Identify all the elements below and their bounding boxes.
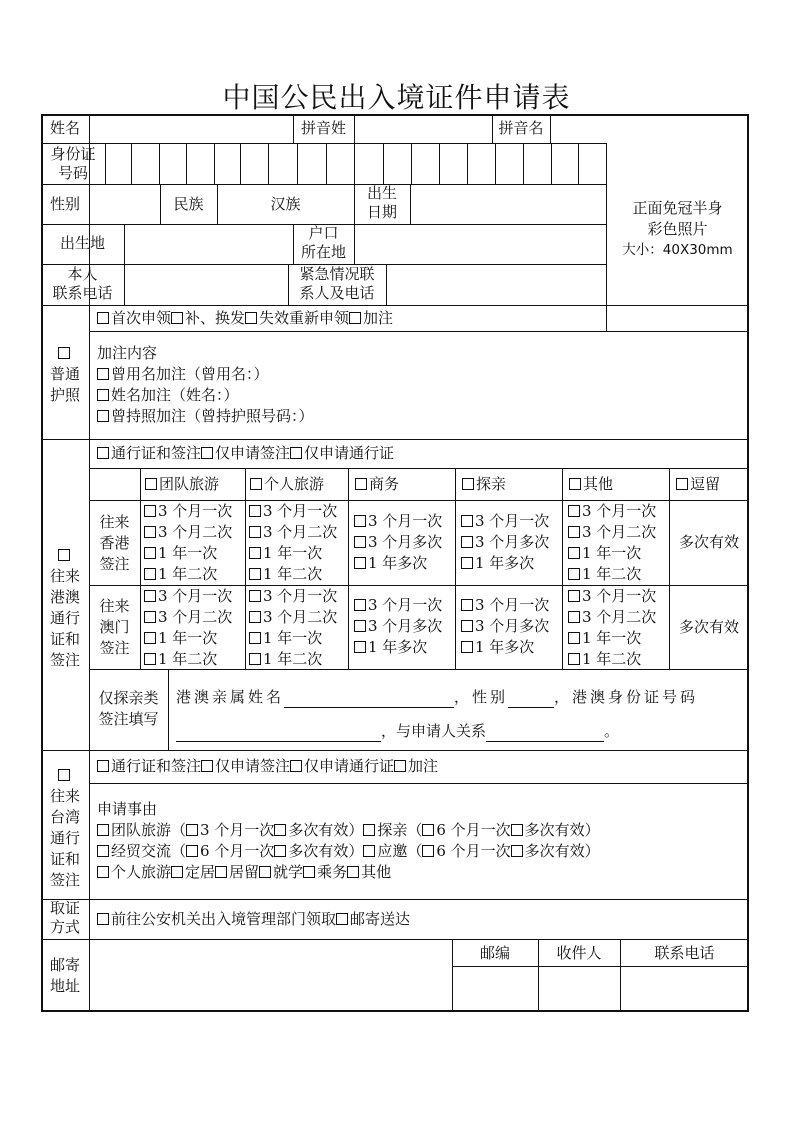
recipient-label: 收件人	[556, 944, 602, 962]
mail-address-field[interactable]	[90, 940, 451, 1011]
mo-other-options: 3 个月一次 3 个月二次 1 年一次 1 年二次	[568, 586, 656, 670]
checkbox[interactable]	[568, 611, 580, 623]
postcode-field[interactable]	[453, 967, 537, 1011]
checkbox[interactable]	[186, 824, 198, 836]
first-apply-checkbox[interactable]	[97, 312, 109, 324]
type-stay[interactable]	[676, 474, 720, 495]
hk-family-options: 3 个月一次 3 个月多次 1 年多次	[461, 511, 549, 574]
checkbox[interactable]	[145, 478, 157, 490]
type-other[interactable]	[569, 474, 613, 495]
checkbox[interactable]	[461, 515, 473, 527]
checkbox[interactable]	[250, 478, 262, 490]
checkbox[interactable]	[568, 590, 580, 602]
checkbox[interactable]	[144, 547, 156, 559]
form-title: 中国公民出入境证件申请表	[222, 81, 571, 114]
pinyin-surname-label: 拼音姓	[300, 119, 346, 137]
checkbox[interactable]	[568, 568, 580, 580]
type-label: 个人旅游	[264, 475, 325, 493]
checkbox[interactable]	[303, 866, 315, 878]
checkbox[interactable]	[461, 620, 473, 632]
passport-options	[97, 308, 393, 329]
relationship-label: ，与申请人关系	[381, 722, 487, 740]
checkbox[interactable]	[568, 653, 580, 665]
contact-phone-label: 联系电话	[654, 944, 715, 962]
type-label: 商务	[369, 475, 400, 493]
relative-id-field[interactable]	[176, 726, 381, 742]
visa-only-checkbox[interactable]	[201, 447, 213, 459]
checkbox[interactable]	[354, 599, 366, 611]
relative-name-field[interactable]	[284, 692, 454, 708]
relationship-field[interactable]	[486, 726, 604, 742]
checkbox[interactable]	[144, 526, 156, 538]
reapply-invalid-checkbox[interactable]	[245, 312, 257, 324]
taiwan-reasons	[97, 799, 600, 883]
hk-stay-multi: 多次有效	[678, 533, 739, 551]
tw-endorse-checkbox[interactable]	[394, 760, 406, 772]
checkbox[interactable]	[249, 505, 261, 517]
name-label: 姓名	[49, 119, 80, 137]
id-number-field[interactable]	[106, 144, 605, 183]
mail-address-label: 邮寄 地址	[49, 956, 80, 995]
emergency-contact-label: 紧急情况联 系人及电话	[299, 265, 375, 302]
reason-line-1: 团队旅游（ 3 个月一次 多次有效） 探亲（ 6 个月一次 多次有效）	[97, 820, 600, 841]
endorse-label: 加注	[363, 309, 394, 327]
permit-only-label: 仅申请通行证	[304, 444, 395, 462]
period: 。	[604, 722, 620, 740]
checkbox[interactable]	[461, 557, 473, 569]
contact-phone-field[interactable]	[621, 967, 747, 1011]
birth-date-label: 出生 日期	[366, 184, 397, 221]
permit-and-visa-label: 通行证和签注	[111, 444, 202, 462]
family-visit-label: 仅探亲类 签注填写	[98, 689, 159, 728]
visa-only-label: 仅申请签注	[215, 444, 291, 462]
photo-line2: 彩色照片	[647, 220, 708, 238]
postcode-label: 邮编	[479, 944, 510, 962]
type-group-tour[interactable]	[145, 474, 219, 495]
checkbox[interactable]	[249, 590, 261, 602]
checkbox[interactable]	[186, 845, 198, 857]
hkmo-section-checkbox[interactable]	[58, 549, 70, 561]
hk-individual-tour-options: 3 个月一次 3 个月二次 1 年一次 1 年二次	[249, 501, 337, 585]
relative-info-line1	[176, 687, 698, 708]
photo-line1: 正面免冠半身	[632, 199, 723, 217]
tw-visa-only-checkbox[interactable]	[201, 760, 213, 772]
renew-checkbox[interactable]	[171, 312, 183, 324]
passport-section-label[interactable]: 普通 护照	[41, 343, 89, 406]
phone-field[interactable]	[125, 265, 287, 304]
pinyin-given-field[interactable]	[551, 115, 747, 142]
checkbox[interactable]	[274, 845, 286, 857]
birth-date-field[interactable]	[411, 185, 605, 223]
checkbox[interactable]	[97, 866, 109, 878]
mo-individual-tour-options: 3 个月一次 3 个月二次 1 年一次 1 年二次	[249, 586, 337, 670]
hk-visa-label: 往来 香港 签注	[99, 513, 130, 573]
checkbox[interactable]	[274, 824, 286, 836]
checkbox[interactable]	[97, 845, 109, 857]
type-label: 团队旅游	[159, 475, 220, 493]
checkbox[interactable]	[347, 866, 359, 878]
checkbox[interactable]	[461, 641, 473, 653]
tw-permit-only-checkbox[interactable]	[290, 760, 302, 772]
checkbox[interactable]	[144, 653, 156, 665]
checkbox[interactable]	[354, 515, 366, 527]
name-field[interactable]	[90, 115, 292, 142]
type-family-visit[interactable]	[462, 474, 506, 495]
checkbox[interactable]	[462, 478, 474, 490]
pinyin-given-label: 拼音名	[498, 119, 544, 137]
first-apply-label: 首次申领	[111, 309, 172, 327]
photo-size: 大小：40X30mm	[622, 242, 733, 258]
recipient-field[interactable]	[539, 967, 619, 1011]
checkbox[interactable]	[249, 526, 261, 538]
checkbox[interactable]	[144, 568, 156, 580]
phone-label: 本人 联系电话	[52, 265, 113, 302]
relative-name-label: 港澳亲属姓名	[176, 688, 285, 706]
checkbox[interactable]	[144, 505, 156, 517]
pickup-label: 取证 方式	[49, 899, 80, 936]
pickup-in-person-checkbox[interactable]	[97, 913, 109, 925]
hkmo-section-label[interactable]: 往来 港澳 通行 证和 签注	[41, 545, 89, 671]
mo-stay-multi: 多次有效	[678, 618, 739, 636]
checkbox[interactable]	[511, 824, 523, 836]
hk-business-options: 3 个月一次 3 个月多次 1 年多次	[354, 511, 442, 574]
checkbox[interactable]	[363, 845, 375, 857]
checkbox[interactable]	[422, 845, 434, 857]
relative-gender-field[interactable]	[508, 692, 554, 708]
checkbox[interactable]	[97, 824, 109, 836]
checkbox[interactable]	[676, 478, 688, 490]
type-individual-tour[interactable]	[250, 474, 324, 495]
emergency-contact-field[interactable]	[387, 265, 605, 304]
checkbox[interactable]	[144, 632, 156, 644]
checkbox[interactable]	[259, 866, 271, 878]
renew-label: 补、换发	[185, 309, 246, 327]
mo-family-options: 3 个月一次 3 个月多次 1 年多次	[461, 595, 549, 658]
checkbox[interactable]	[354, 620, 366, 632]
pickup-in-person-label: 前往公安机关出入境管理部门领取	[111, 910, 337, 928]
passport-section-checkbox[interactable]	[58, 347, 70, 359]
checkbox[interactable]	[249, 547, 261, 559]
type-label: 探亲	[476, 475, 507, 493]
hkmo-options	[97, 443, 394, 464]
checkbox[interactable]	[569, 478, 581, 490]
checkbox[interactable]	[568, 632, 580, 644]
checkbox[interactable]	[249, 632, 261, 644]
mo-visa-label: 往来 澳门 签注	[99, 597, 130, 657]
checkbox[interactable]	[355, 478, 367, 490]
permit-only-checkbox[interactable]	[290, 447, 302, 459]
hukou-label: 户口 所在地	[300, 224, 346, 261]
checkbox[interactable]	[249, 611, 261, 623]
name-note-checkbox[interactable]	[97, 389, 109, 401]
checkbox[interactable]	[568, 526, 580, 538]
passport-notes	[97, 343, 314, 427]
endorse-checkbox[interactable]	[349, 312, 361, 324]
checkbox[interactable]	[249, 653, 261, 665]
checkbox[interactable]	[249, 568, 261, 580]
reason-title: 申请事由	[97, 800, 158, 818]
type-label: 逗留	[690, 475, 721, 493]
type-business[interactable]	[355, 474, 399, 495]
taiwan-options: 通行证和签注 仅申请签注 仅申请通行证 加注	[97, 756, 438, 777]
checkbox[interactable]	[511, 845, 523, 857]
prior-passport-label: 曾持照加注（曾持护照号码：）	[111, 407, 314, 425]
name-note-label: 姓名加注（姓名：）	[111, 386, 239, 404]
pinyin-surname-field[interactable]	[355, 115, 491, 142]
former-name-label: 曾用名加注（曾用名：）	[111, 365, 269, 383]
mo-group-tour-options: 3 个月一次 3 个月二次 1 年一次 1 年二次	[144, 586, 232, 670]
type-label: 其他	[583, 475, 614, 493]
relative-gender-label: ，性别	[454, 688, 509, 706]
permit-and-visa-checkbox[interactable]	[97, 447, 109, 459]
checkbox[interactable]	[144, 590, 156, 602]
note-title: 加注内容	[97, 344, 158, 362]
id-number-label: 身份证 号码	[50, 145, 96, 182]
photo-placeholder[interactable]	[606, 198, 749, 261]
gender-field[interactable]	[90, 185, 159, 223]
birthplace-field[interactable]	[125, 225, 292, 263]
checkbox[interactable]	[215, 866, 227, 878]
hk-group-tour-options: 3 个月一次 3 个月二次 1 年一次 1 年二次	[144, 501, 232, 585]
pickup-mail-checkbox[interactable]	[336, 913, 348, 925]
mo-business-options: 3 个月一次 3 个月多次 1 年多次	[354, 595, 442, 658]
checkbox[interactable]	[568, 505, 580, 517]
birthplace-label: 出生地	[59, 234, 105, 252]
gender-label: 性别	[49, 195, 80, 213]
tw-permit-and-visa-checkbox[interactable]	[97, 760, 109, 772]
hk-other-options: 3 个月一次 3 个月二次 1 年一次 1 年二次	[568, 501, 656, 585]
hukou-field[interactable]	[355, 225, 605, 263]
checkbox[interactable]	[144, 611, 156, 623]
ethnicity-value[interactable]: 汉族	[270, 195, 301, 213]
checkbox[interactable]	[422, 824, 434, 836]
reason-line-3: 个人旅游 定居 居留 就学 乘务 其他	[97, 862, 600, 883]
former-name-checkbox[interactable]	[97, 368, 109, 380]
checkbox[interactable]	[354, 641, 366, 653]
pickup-options	[97, 909, 410, 930]
checkbox[interactable]	[461, 599, 473, 611]
relative-info-line2	[176, 721, 619, 742]
ethnicity-label: 民族	[173, 195, 204, 213]
relative-id-label: ，港澳身份证号码	[554, 688, 699, 706]
reason-line-2: 经贸交流（ 6 个月一次 多次有效） 应邀（ 6 个月一次 多次有效）	[97, 841, 600, 862]
checkbox[interactable]	[363, 824, 375, 836]
taiwan-section-label[interactable]: 往来 台湾 通行 证和 签注	[41, 765, 89, 891]
prior-passport-checkbox[interactable]	[97, 410, 109, 422]
reapply-invalid-label: 失效重新申领	[259, 309, 350, 327]
checkbox[interactable]	[568, 547, 580, 559]
checkbox[interactable]	[461, 536, 473, 548]
pickup-mail-label: 邮寄送达	[350, 910, 411, 928]
checkbox[interactable]	[171, 866, 183, 878]
checkbox[interactable]	[354, 557, 366, 569]
checkbox[interactable]	[354, 536, 366, 548]
taiwan-section-checkbox[interactable]	[58, 769, 70, 781]
